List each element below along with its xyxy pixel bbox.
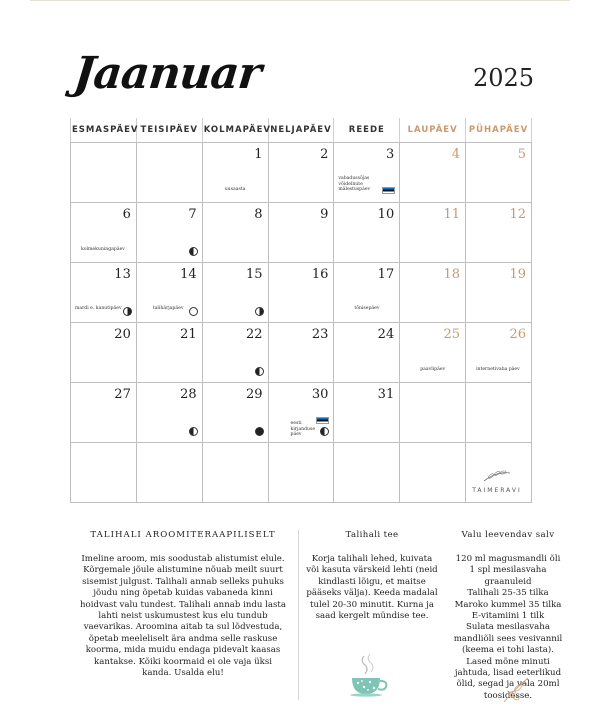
salve-ingredient: 1 spl mesilasvaha graanuleid <box>469 565 547 587</box>
week-row-6 <box>71 443 532 503</box>
day-cell-empty <box>136 143 202 203</box>
day-cell-12 <box>466 203 532 263</box>
tea-title: Talihali tee <box>345 530 399 540</box>
day-cell-18 <box>400 263 466 323</box>
day-note: uusaasta <box>224 187 246 193</box>
week-row-2 <box>71 203 532 263</box>
calendar-grid <box>70 118 532 503</box>
last-quarter-moon-icon <box>189 247 198 256</box>
day-cell-1 <box>202 143 268 203</box>
weekday-thursday: NELJAPÄEV <box>268 118 334 143</box>
aroma-title: TALIHALI AROOMITERAAPILISELT <box>90 530 276 540</box>
day-cell-27 <box>71 383 137 443</box>
day-number: 11 <box>443 207 461 222</box>
day-number: 31 <box>377 387 395 402</box>
day-number: 5 <box>517 147 526 162</box>
day-cell-29 <box>202 383 268 443</box>
day-number: 26 <box>509 327 526 342</box>
estonian-flag-icon <box>382 187 395 194</box>
day-cell-23 <box>268 323 334 383</box>
salve-ingredient: E-vitamiini 1 tilk <box>471 611 545 622</box>
day-number: 9 <box>320 207 329 222</box>
day-number: 6 <box>122 207 131 222</box>
day-cell-28 <box>136 383 202 443</box>
day-cell-13 <box>71 263 137 323</box>
day-note: talihärjapäev <box>152 306 184 312</box>
day-note: kolmekuningapäev <box>81 247 125 253</box>
day-number: 23 <box>311 327 329 342</box>
last-quarter-moon-icon <box>189 427 198 436</box>
day-number: 21 <box>180 327 197 342</box>
day-cell-30 <box>268 383 334 443</box>
day-cell-26 <box>466 323 532 383</box>
aroma-text: Imeline aroom, mis soodustab alistumist elule. Kõrgemale jõule alistumine nõuab meilt suurt sisemist julgust. Talihali annab selleks puhuks jõudu ning õpetab kuidas vabaneda kinni hoidvast valu tundest. Talihali annab indu lasta lahti neist uskumustest kus elu tundub vaevarikas. Aroomina aitab ta sul lõdvestuda, õpetab meeleliselt ära andma selle raskuse koorma, mida muidu endaga pidevalt kaasas kantakse. Kõiki koormaid ei ole vaja üksi kanda. Usalda elu! <box>80 554 286 679</box>
weekday-sunday: PÜHAPÄEV <box>466 118 532 143</box>
day-cell-empty <box>400 383 466 443</box>
salve-ingredient: 120 ml magusmandli õli <box>455 554 561 564</box>
day-number: 13 <box>114 267 131 282</box>
salve-ingredient: Maroko kummel 35 tilka <box>454 599 562 610</box>
day-number: 28 <box>180 387 197 402</box>
weekday-monday: ESMASPÄEV <box>71 118 137 143</box>
aroma-section <box>80 530 286 679</box>
day-cell-14 <box>136 263 202 323</box>
day-number: 3 <box>385 147 395 162</box>
weekday-wednesday: KOLMAPÄEV <box>202 118 268 143</box>
day-cell-7 <box>136 203 202 263</box>
day-number: 27 <box>114 387 131 402</box>
day-cell-9 <box>268 203 334 263</box>
weekday-header-row <box>71 118 532 143</box>
day-cell-25 <box>400 323 466 383</box>
day-number: 12 <box>509 207 526 222</box>
day-cell-6 <box>71 203 137 263</box>
logo-text: TAIMERAVI <box>472 487 522 494</box>
day-number: 2 <box>320 147 329 162</box>
weekday-friday: REEDE <box>334 118 400 143</box>
day-cell-11 <box>400 203 466 263</box>
salve-ingredient: Talihali 25-35 tilka <box>467 588 549 599</box>
day-cell-15 <box>202 263 268 323</box>
day-cell-16 <box>268 263 334 323</box>
day-cell-8 <box>202 203 268 263</box>
week-row-4 <box>71 323 532 383</box>
weekday-tuesday: TEISIPÄEV <box>136 118 202 143</box>
day-cell-empty <box>334 443 400 503</box>
day-number: 29 <box>245 387 263 402</box>
day-cell-5 <box>466 143 532 203</box>
day-note: vabadussõjas võidelnute mälestuspäev <box>338 176 371 193</box>
new-moon-icon <box>255 427 264 436</box>
salve-text: Sulata mesilasvaha mandliõli sees vesivannil (keema ei tohi lasta). Lased mõne minuti jahtuda, lisad eeterlikud õlid, segad ja vala 20ml toosidesse. <box>453 622 563 701</box>
herb-sprig-icon <box>500 672 534 706</box>
week-row-5 <box>71 383 532 443</box>
day-number: 1 <box>254 147 263 162</box>
day-cell-17 <box>334 263 400 323</box>
day-number: 8 <box>254 207 263 222</box>
day-cell-24 <box>334 323 400 383</box>
day-cell-empty <box>268 443 334 503</box>
day-note: eesti kirjanduse päev <box>290 421 316 438</box>
first-quarter-moon-icon <box>123 307 132 316</box>
weekday-saturday: LAUPÄEV <box>400 118 466 143</box>
day-cell-19 <box>466 263 532 323</box>
day-cell-21 <box>136 323 202 383</box>
day-number: 18 <box>443 267 461 282</box>
week-row-3 <box>71 263 532 323</box>
day-note: paavlipäev <box>420 367 446 373</box>
day-number: 19 <box>509 267 526 282</box>
day-number: 20 <box>114 327 131 342</box>
top-border <box>30 0 570 1</box>
day-cell-2 <box>268 143 334 203</box>
day-cell-empty <box>136 443 202 503</box>
day-note: mardi e. kanutipäev <box>75 306 122 312</box>
day-cell-31 <box>334 383 400 443</box>
last-quarter-moon-icon <box>255 367 264 376</box>
day-cell-logo <box>466 443 532 503</box>
day-note: internetivaba päev <box>476 367 520 373</box>
day-cell-empty <box>71 143 137 203</box>
first-quarter-moon-icon <box>255 307 264 316</box>
day-number: 22 <box>245 327 263 342</box>
day-number: 30 <box>311 387 329 402</box>
column-divider <box>298 530 299 700</box>
day-cell-10 <box>334 203 400 263</box>
tea-cup-icon <box>348 652 390 698</box>
day-cell-4 <box>400 143 466 203</box>
day-cell-3 <box>334 143 400 203</box>
day-cell-empty <box>400 443 466 503</box>
week-row-1 <box>71 143 532 203</box>
year-label: 2025 <box>473 64 535 92</box>
day-number: 10 <box>377 207 395 222</box>
day-cell-empty <box>466 383 532 443</box>
day-note: tõnisepäev <box>354 306 380 312</box>
day-cell-20 <box>71 323 137 383</box>
day-number: 15 <box>245 267 263 282</box>
day-number: 4 <box>451 147 461 162</box>
salve-title: Valu leevendav salv <box>461 530 555 540</box>
taimeravi-logo <box>471 468 523 494</box>
day-number: 7 <box>188 207 197 222</box>
full-moon-icon <box>189 307 198 316</box>
day-number: 17 <box>377 267 395 282</box>
day-cell-empty <box>202 443 268 503</box>
tea-text: Korja talihali lehed, kuivata või kasuta värskeid lehti (neid kindlasti lõigu, et maitse pääseks välja). Keeda madalal tulel 20-30 minutit. Kurna ja saad kergelt mündise tee. <box>306 554 438 622</box>
day-cell-22 <box>202 323 268 383</box>
tea-section <box>306 530 438 622</box>
day-number: 14 <box>180 267 197 282</box>
last-quarter-moon-icon <box>320 427 329 436</box>
day-number: 25 <box>443 327 461 342</box>
day-number: 24 <box>377 327 395 342</box>
day-number: 16 <box>311 267 329 282</box>
day-cell-empty <box>71 443 137 503</box>
leaf-sprig-icon <box>482 469 512 483</box>
month-title: Jaanuar <box>71 48 264 99</box>
